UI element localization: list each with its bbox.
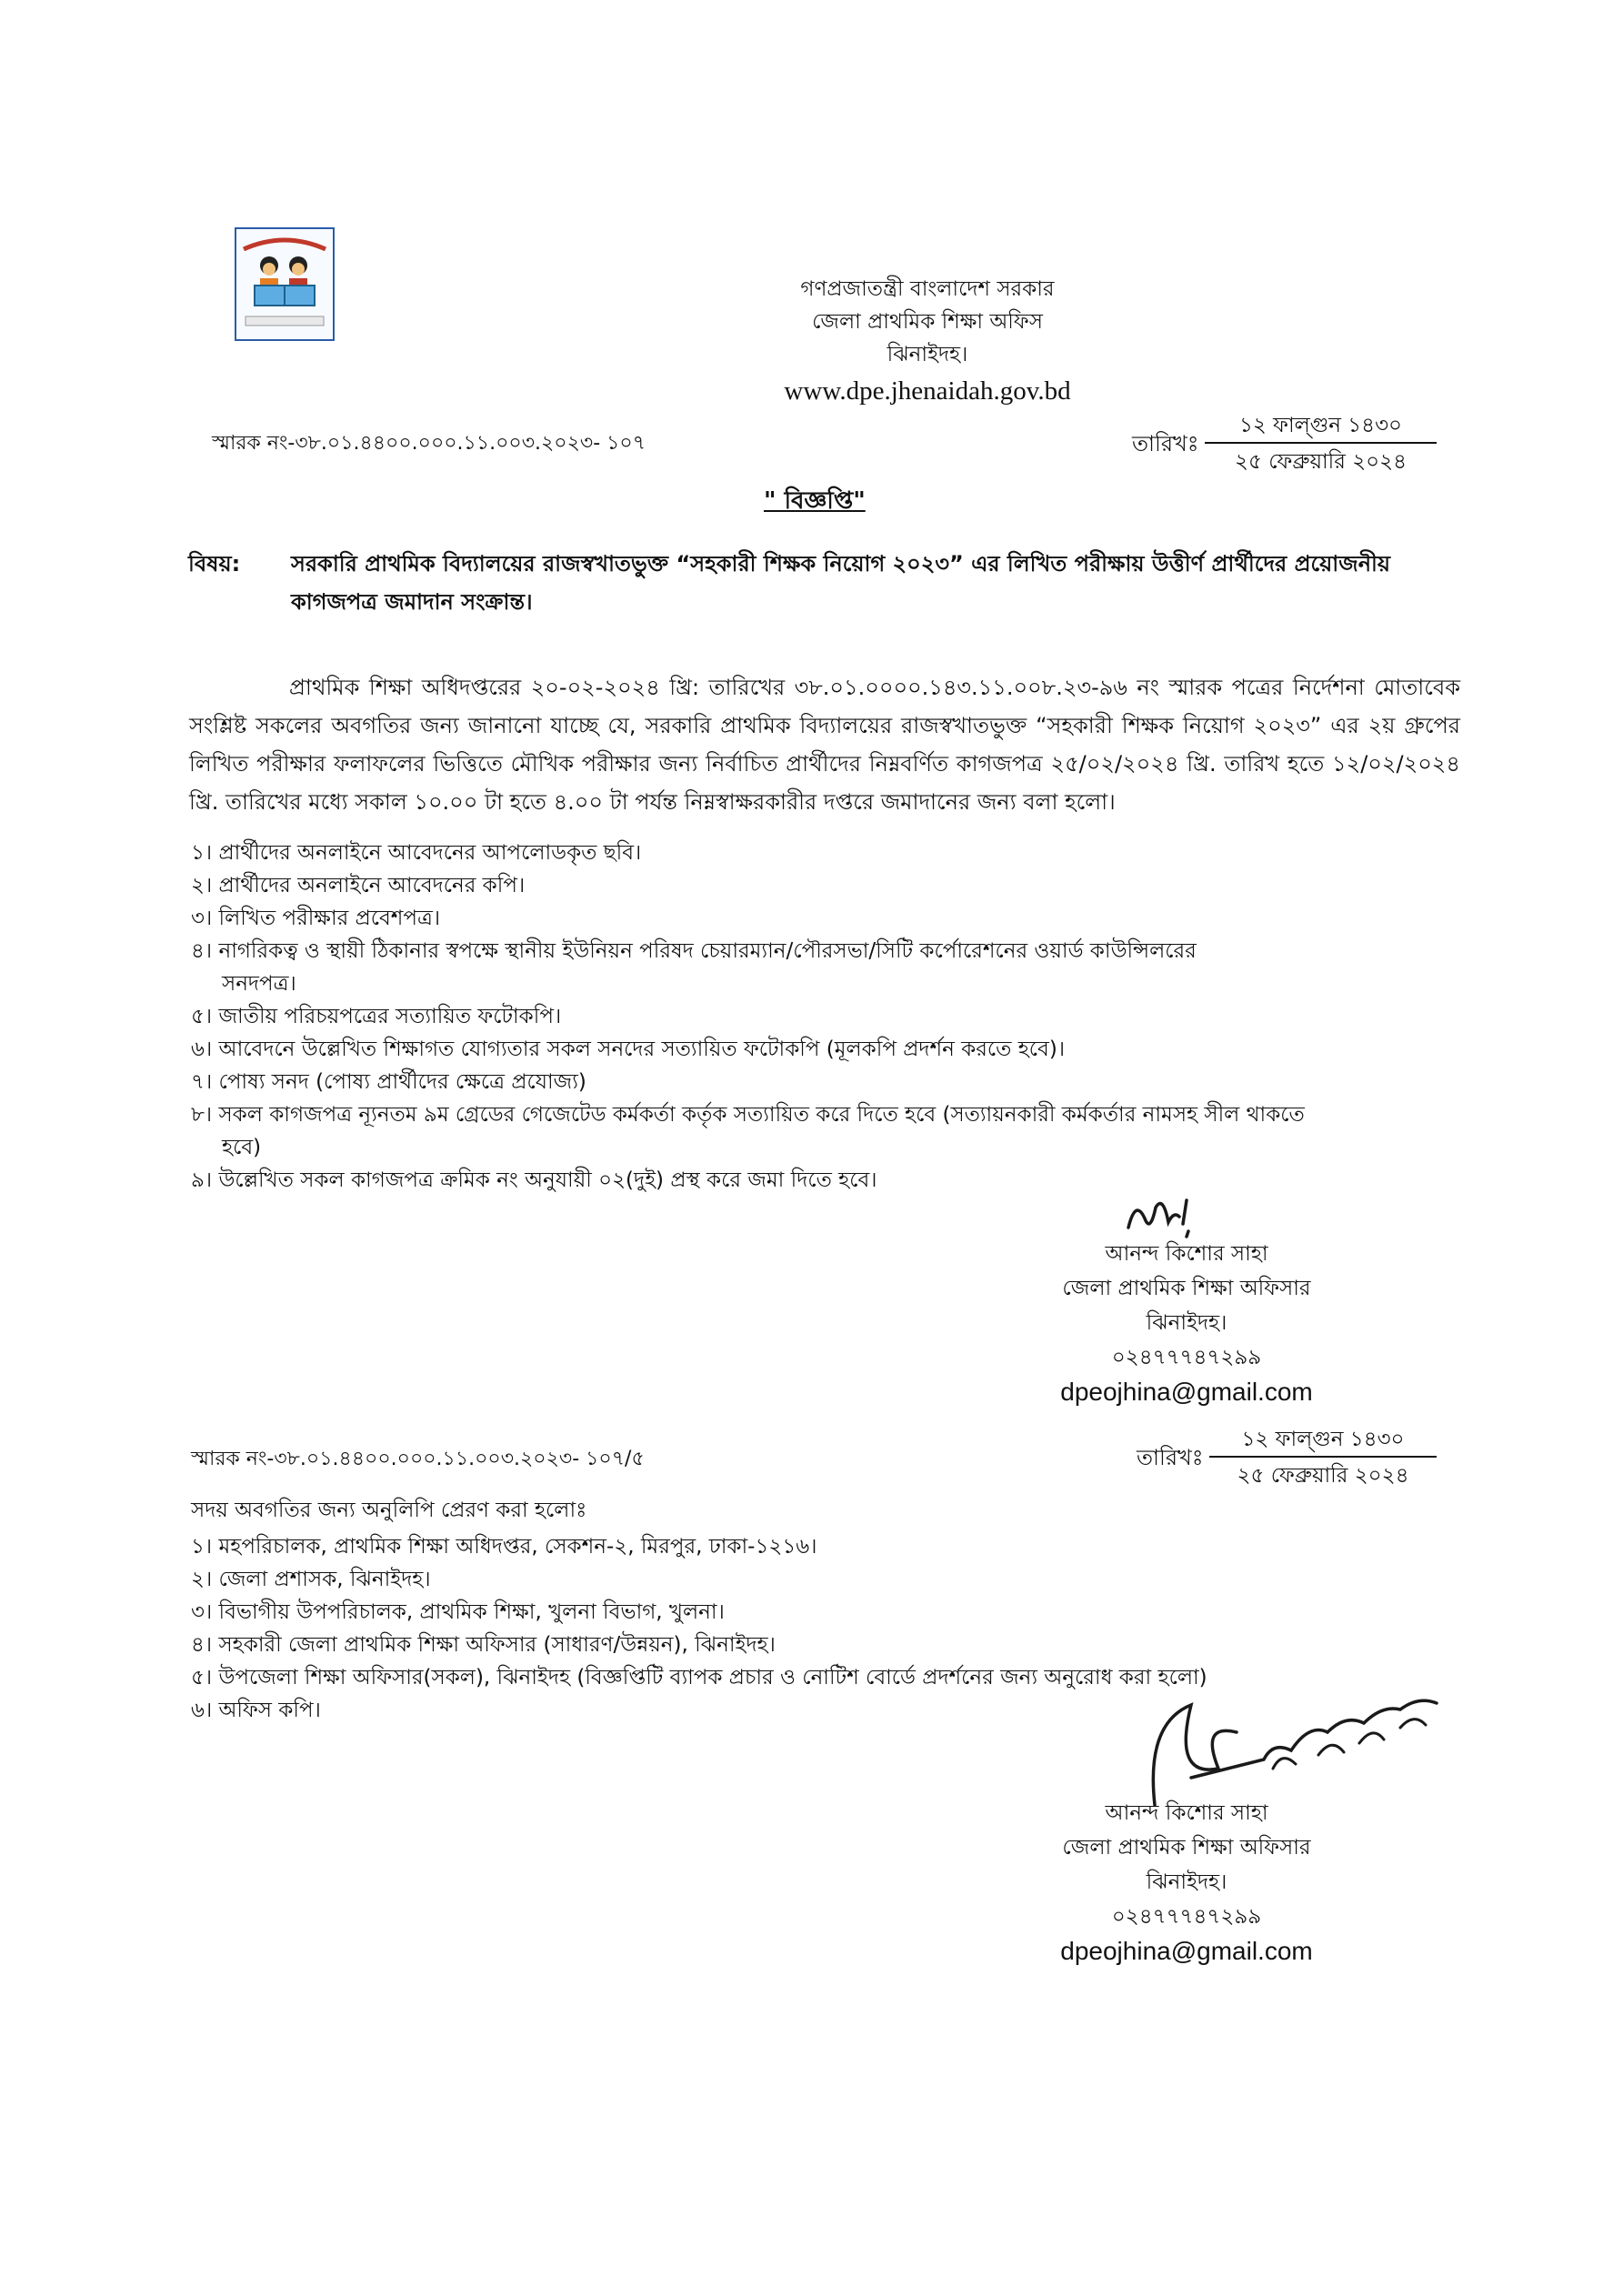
list-item: ৮। সকল কাগজপত্র ন্যূনতম ৯ম গ্রেডের গেজেটেড কর্মকর্তা কর্তৃক সত্যায়িত করে দিতে হবে (সত্যায়নকারী কর্মকর্তার নামসহ সীল থাকতে xyxy=(191,1103,1305,1127)
memo-number: স্মারক নং-৩৮.০১.৪৪০০.০০০.১১.০০৩.২০২৩- ১০৭ xyxy=(212,432,646,455)
date-label-2: তারিখঃ xyxy=(1137,1445,1204,1470)
subject-line-1: সরকারি প্রাথমিক বিদ্যালয়ের রাজস্বখাতভুক্ত “সহকারী শিক্ষক নিয়োগ ২০২৩” এর লিখিত পরীক্ষায় উত্তীর্ণ প্রার্থীদের প্রয়োজনীয় xyxy=(291,551,1391,577)
memo-number-2: স্মারক নং-৩৮.০১.৪৪০০.০০০.১১.০০৩.২০২৩- ১০৭/৫ xyxy=(191,1448,645,1470)
notice-title: " বিজ্ঞপ্তি" xyxy=(764,487,866,515)
list-item: ৩। লিখিত পরীক্ষার প্রবেশপত্র। xyxy=(191,907,441,930)
list-item-continuation: হবে) xyxy=(222,1136,262,1159)
list-item: ৬। অফিস কপি। xyxy=(191,1699,321,1722)
signatory-designation: জেলা প্রাথমিক শিক্ষা অফিসার xyxy=(1062,1277,1311,1300)
district-name: ঝিনাইদহ। xyxy=(887,343,968,366)
signatory-name: আনন্দ কিশোর সাহা xyxy=(1105,1242,1268,1266)
signatory-block-1 xyxy=(1032,1237,1341,1409)
documents-list xyxy=(191,837,1305,1197)
body-paragraph: প্রাথমিক শিক্ষা অধিদপ্তরের ২০-০২-২০২৪ খ্রি: তারিখের ৩৮.০১.০০০০.১৪৩.১১.০০৮.২৩-৯৬ নং স্মারক পত্রের নির্দেশনা মোতাবেক সংশ্লিষ্ট সকলের অবগতির জন্য জানানো যাচ্ছে যে, সরকারি প্রাথমিক বিদ্যালয়ের রাজস্বখাতভুক্ত “সহকারী শিক্ষক নিয়োগ ২০২৩” এর ২য় গ্রুপের লিখিত পরীক্ষার ফলাফলের ভিত্তিতে মৌখিক পরীক্ষার জন্য নির্বাচিত প্রার্থীদের নিম্নবর্ণিত কাগজপত্র ২৫/০২/২০২৪ খ্রি. তারিখ হতে ১২/০২/২০২৪ খ্রি. তারিখের মধ্যে সকাল ১০.০০ টা হতে ৪.০০ টা পর্যন্ত নিম্নস্বাক্ষরকারীর দপ্তরে জমাদানের জন্য বলা হলো। xyxy=(189,675,1460,815)
signatory-district: ঝিনাইদহ। xyxy=(1146,1311,1227,1335)
list-item: ৬। আবেদনে উল্লেখিত শিক্ষাগত যোগ্যতার সকল সনদের সত্যায়িত ফটোকপি (মূলকপি প্রদর্শন করতে হবে)। xyxy=(191,1038,1066,1061)
list-item: ১। মহপরিচালক, প্রাথমিক শিক্ষা অধিদপ্তর, সেকশন-২, মিরপুর, ঢাকা-১২১৬। xyxy=(191,1535,817,1559)
date-bangla: ১২ ফাল্গুন ১৪৩০ xyxy=(1205,409,1437,444)
list-item: ৫। জাতীয় পরিচয়পত্রের সত্যায়িত ফটোকপি। xyxy=(191,1005,562,1028)
list-item: ২। প্রার্থীদের অনলাইনে আবেদনের কপি। xyxy=(191,874,526,897)
copy-intro: সদয় অবগতির জন্য অনুলিপি প্রেরণ করা হলোঃ xyxy=(191,1499,587,1522)
list-item: ১। প্রার্থীদের অনলাইনে আবেদনের আপলোডকৃত ছবি। xyxy=(191,841,642,865)
signatory-email[interactable]: dpeojhina@gmail.com xyxy=(1060,1378,1313,1406)
copies-list xyxy=(191,1530,1207,1727)
list-item: ২। জেলা প্রশাসক, ঝিনাইদহ। xyxy=(191,1568,431,1591)
list-item: ৫। উপজেলা শিক্ষা অফিসার(সকল), ঝিনাইদহ (বিজ্ঞপ্তিটি ব্যাপক প্রচার ও নোটিশ বোর্ডে প্রদর্শনের জন্য অনুরোধ করা হলো) xyxy=(191,1666,1207,1689)
list-item: ৩। বিভাগীয় উপপরিচালক, প্রাথমিক শিক্ষা, খুলনা বিভাগ, খুলনা। xyxy=(191,1600,725,1624)
signatory-name: আনন্দ কিশোর সাহা xyxy=(1105,1801,1268,1825)
office-name: জেলা প্রাথমিক শিক্ষা অফিস xyxy=(812,310,1043,334)
list-item: ৪। সহকারী জেলা প্রাথমিক শিক্ষা অফিসার (সাধারণ/উন্নয়ন), ঝিনাইদহ। xyxy=(191,1633,776,1657)
list-item-continuation: সনদপত্র। xyxy=(222,972,296,996)
signatory-district: ঝিনাইদহ। xyxy=(1146,1870,1227,1894)
subject-label: বিষয়: xyxy=(188,551,241,577)
date-english-2: ২৫ ফেব্রুয়ারি ২০২৪ xyxy=(1237,1464,1409,1488)
list-item: ৪। নাগরিকত্ব ও স্থায়ী ঠিকানার স্বপক্ষে স্থানীয় ইউনিয়ন পরিষদ চেয়ারম্যান/পৌরসভা/সিটি কর্পোরেশনের ওয়ার্ড কাউন্সিলরের xyxy=(191,939,1197,963)
date-english: ২৫ ফেব্রুয়ারি ২০২৪ xyxy=(1235,450,1407,474)
government-name: গণপ্রজাতন্ত্রী বাংলাদেশ সরকার xyxy=(800,277,1055,301)
primary-education-logo xyxy=(235,227,335,341)
signatory-phone: ০২৪৭৭৭৪৭২৯৯ xyxy=(1111,1346,1262,1369)
list-item: ৭। পোষ্য সনদ (পোষ্য প্রার্থীদের ক্ষেত্রে প্রযোজ্য) xyxy=(191,1070,586,1094)
list-item: ৯। উল্লেখিত সকল কাগজপত্র ক্রমিক নং অনুযায়ী ০২(দুই) প্রস্থ করে জমা দিতে হবে। xyxy=(191,1168,877,1192)
office-header xyxy=(755,273,1100,407)
signatory-designation: জেলা প্রাথমিক শিক্ষা অফিসার xyxy=(1062,1836,1311,1860)
subject-line-2: কাগজপত্র জমাদান সংক্রান্ত। xyxy=(291,589,533,615)
signatory-block-2 xyxy=(1032,1796,1341,1969)
date-bangla-2: ১২ ফাল্গুন ১৪৩০ xyxy=(1209,1423,1437,1458)
signatory-phone: ০২৪৭৭৭৪৭২৯৯ xyxy=(1111,1905,1262,1929)
signatory-email[interactable]: dpeojhina@gmail.com xyxy=(1060,1937,1313,1965)
date-label: তারিখঃ xyxy=(1132,431,1199,456)
website-link[interactable]: www.dpe.jhenaidah.gov.bd xyxy=(784,376,1071,406)
